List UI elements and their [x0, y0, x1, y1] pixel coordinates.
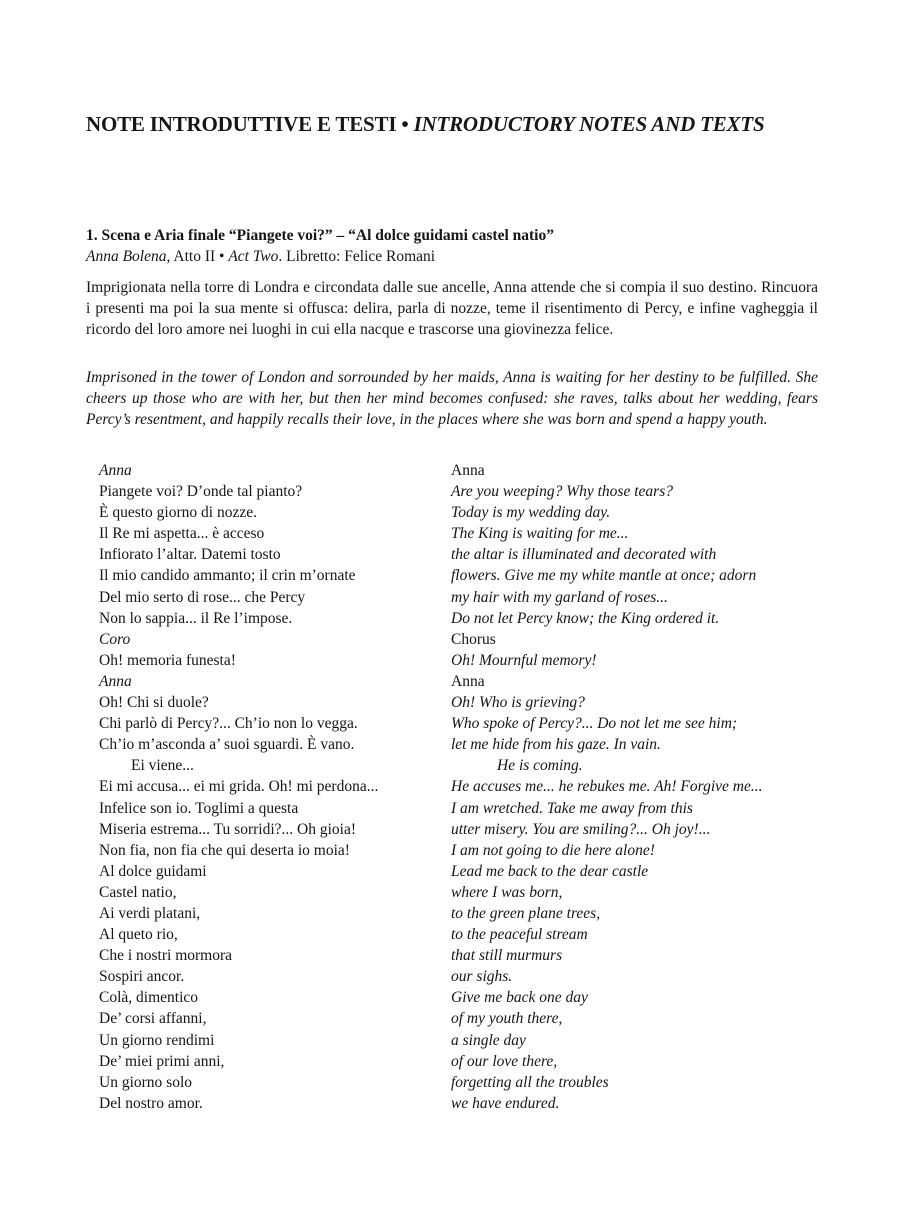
verse-line: Give me back one day — [451, 989, 588, 1007]
page-title-english: INTRODUCTORY NOTES AND TEXTS — [413, 112, 765, 136]
speaker-label: Anna — [451, 672, 485, 690]
verse-line: Del nostro amor. — [99, 1094, 203, 1112]
act-italian: , Atto II • — [166, 248, 229, 265]
verse-line: Infiorato l’altar. Datemi tosto — [99, 546, 281, 564]
speaker-label: Anna — [99, 462, 132, 479]
intro-paragraph-english: Imprisoned in the tower of London and sorrounded by her maids, Anna is waiting for her destiny to be fulfilled. She cheers up those who are with her, but then her mind becomes confused: she raves, talks about her wedding, fears Percy’s resentment, and happily recalls their love, in the places where she was born and spend a happy youth. — [86, 369, 818, 428]
verse-line: È questo giorno di nozze. — [99, 504, 257, 522]
verse-line: Al queto rio, — [99, 926, 178, 944]
section-heading: 1. Scena e Aria finale “Piangete voi?” – “Al dolce guidami castel natio” — [86, 227, 554, 244]
verse-line: Un giorno solo — [99, 1073, 192, 1091]
verse-line: Infelice son io. Toglimi a questa — [99, 799, 299, 817]
verse-line: Oh! Who is grieving? — [451, 694, 585, 712]
page-title-italian: NOTE INTRODUTTIVE E TESTI • — [86, 112, 409, 136]
verse-line: Piangete voi? D’onde tal pianto? — [99, 483, 303, 501]
verse-line: where I was born, — [451, 883, 563, 901]
verse-line: of my youth there, — [451, 1010, 563, 1028]
libretto-credit: . Libretto: Felice Romani — [278, 248, 436, 265]
verse-line: Il Re mi aspetta... è acceso — [99, 525, 265, 543]
verse-line: that still murmurs — [451, 947, 563, 965]
opera-title: Anna Bolena — [86, 248, 167, 265]
verse-line: Il mio candido ammanto; il crin m’ornate — [99, 567, 356, 585]
verse-line: Non fia, non fia che qui deserta io moia! — [99, 841, 350, 859]
verse-line: I am wretched. Take me away from this — [451, 799, 693, 817]
speaker-label: Anna — [99, 672, 132, 690]
verse-line: He is coming. — [497, 757, 583, 775]
act-english: Act Two — [228, 248, 279, 265]
verse-line: Miseria estrema... Tu sorridi?... Oh gioia! — [99, 820, 357, 838]
speaker-label: Coro — [99, 630, 131, 648]
libretto-column-english — [451, 460, 846, 1114]
verse-line: Chi parlò di Percy?... Ch’io non lo vegga. — [99, 715, 358, 733]
verse-line: De’ miei primi anni, — [99, 1052, 225, 1070]
verse-line: the altar is illuminated and decorated with — [451, 546, 717, 564]
verse-line: Colà, dimentico — [99, 989, 199, 1007]
verse-line: The King is waiting for me... — [451, 525, 629, 543]
verse-line: He accuses me... he rebukes me. Ah! Forgive me... — [451, 778, 763, 796]
verse-line: Castel natio, — [99, 883, 177, 901]
speaker-label: Chorus — [451, 630, 496, 648]
verse-line: Non lo sappia... il Re l’impose. — [99, 609, 293, 627]
verse-line: Oh! memoria funesta! — [99, 651, 236, 669]
page-title — [86, 112, 846, 137]
verse-line: we have endured. — [451, 1094, 560, 1112]
section-subheading — [86, 248, 846, 266]
verse-line: Che i nostri mormora — [99, 947, 233, 965]
verse-line: Sospiri ancor. — [99, 968, 185, 986]
verse-line: De’ corsi affanni, — [99, 1010, 207, 1028]
verse-line: Ch’io m’asconda a’ suoi sguardi. È vano. — [99, 736, 355, 754]
verse-line: Are you weeping? Why those tears? — [451, 483, 673, 501]
verse-line: Oh! Chi si duole? — [99, 694, 209, 712]
verse-line: let me hide from his gaze. In vain. — [451, 736, 661, 754]
verse-line: utter misery. You are smiling?... Oh joy!... — [451, 820, 711, 838]
verse-line: our sighs. — [451, 968, 513, 986]
verse-line: forgetting all the troubles — [451, 1073, 609, 1091]
verse-line: Del mio serto di rose... che Percy — [99, 588, 306, 606]
verse-line: I am not going to die here alone! — [451, 841, 655, 859]
verse-line: Ei mi accusa... ei mi grida. Oh! mi perdona... — [99, 778, 379, 796]
speaker-label: Anna — [451, 462, 485, 479]
verse-line: Oh! Mournful memory! — [451, 651, 597, 669]
verse-line: flowers. Give me my white mantle at once; adorn — [451, 567, 757, 585]
verse-line: of our love there, — [451, 1052, 558, 1070]
intro-paragraph-italian: Imprigionata nella torre di Londra e circondata dalle sue ancelle, Anna attende che si compia il suo destino. Rincuora i presenti ma poi la sua mente si offusca: delira, parla di nozze, teme il risentimento di Percy, e infine vagheggia il ricordo del loro amore nei luoghi in cui ella nacque e trascorse una giovinezza felice. — [86, 279, 818, 338]
verse-line: Do not let Percy know; the King ordered it. — [451, 609, 720, 627]
verse-line: Ei viene... — [131, 757, 194, 775]
verse-line: Lead me back to the dear castle — [451, 862, 649, 880]
verse-line: Al dolce guidami — [99, 862, 207, 880]
verse-line: to the green plane trees, — [451, 904, 601, 922]
verse-line: my hair with my garland of roses... — [451, 588, 668, 606]
verse-line: Who spoke of Percy?... Do not let me see him; — [451, 715, 738, 733]
verse-line: to the peaceful stream — [451, 926, 588, 944]
verse-line: Un giorno rendimi — [99, 1031, 215, 1049]
verse-line: Ai verdi platani, — [99, 904, 201, 922]
libretto-column-italian — [99, 460, 434, 1114]
verse-line: a single day — [451, 1031, 526, 1049]
verse-line: Today is my wedding day. — [451, 504, 611, 522]
